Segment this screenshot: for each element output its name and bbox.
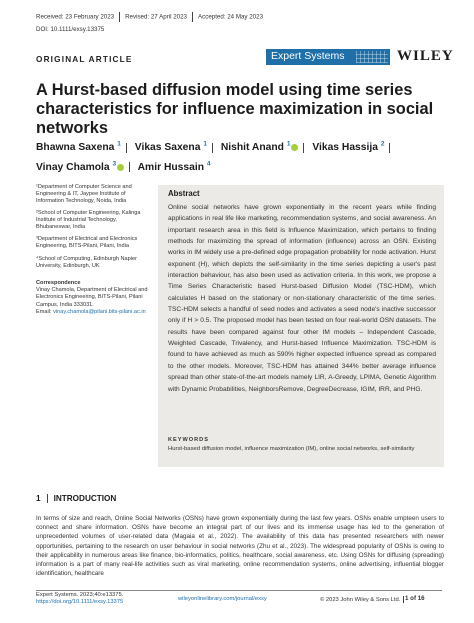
author[interactable]: Nishit Anand $^1$	[221, 142, 299, 153]
correspondence-heading: Correspondence	[36, 280, 81, 286]
doi-link[interactable]: https://doi.org/10.1111/exsy.13375	[36, 599, 124, 606]
affiliation: ³Department of Electrical and Electronics Engineering, BITS-Pilani, Pilani, India	[36, 236, 138, 250]
journal-grid-icon	[356, 51, 388, 63]
author[interactable]: Vikas Saxena $^1$	[134, 141, 207, 154]
affiliation: ⁴School of Computing, Edinburgh Napier University, Edinburgh, UK	[36, 256, 137, 270]
page-number: 1 of 16	[405, 595, 425, 602]
section-heading	[36, 494, 116, 503]
affiliation: ²School of Computer Engineering, Kalinga Institute of Industrial Technology, Bhubaneswar, India	[36, 210, 141, 231]
correspondence	[36, 280, 151, 316]
revised-date: Revised: 27 April 2023	[125, 13, 187, 21]
abstract-body: Online social networks have grown exponentially in the recent years while finding applications in real life like marketing, recommendation systems, and social awareness. An important research area in this field is Influence Maximization, which pertains to finding methods for maximizing the spread of information (influence) across an OSN. Existing works in IM widely use a pre-defined edge propagation probability for node activation. Hurst exponent (H), which depicts the self-similarity in the time series depicting a user's past interaction behaviour, has also been used as activation criteria. In this work, we propose a Time Series Characteristic based Hurst-based Diffusion Model (TSC-HDM), which calculates H based on the stationary or non-stationary characteristic of the time series. TSC-HDM selects a handful of seed nodes and activates a seed node's inactive successor only if H > 0.5. The proposed model has been tested on four real-world OSN datasets. The results have been compared against four other IM models – Independent Cascade, Weighted Cascade, Trivalency, and Hurst-based Influence Maximization. TSC-HDM is found to have achieved as much as 590% higher expected influence spread as compared to the other models. Moreover, TSC-HDM has attained 344% better average influence spread than other state-of-the-art models namely LIR, A-Greedy, LPIMA, Genetic Algorithm with Dynamic Probabilities, NeighborsRemove, DegreeDecrease, IGIM, IRR, and PHG.	[168, 204, 436, 393]
journal-citation: Expert Systems. 2023;40:e13375.	[36, 592, 124, 598]
publisher-logo[interactable]: WILEY	[397, 48, 454, 64]
section-title: INTRODUCTION	[53, 494, 117, 503]
email-label: Email:	[36, 308, 54, 315]
author[interactable]: Amir Hussain $^4$	[137, 160, 211, 173]
author[interactable]: Bhawna Saxena $^1$	[36, 141, 121, 154]
article-title: A Hurst-based diffusion model using time series characteristics for influence maximization in social networks	[36, 81, 434, 137]
footer-divider	[36, 590, 442, 591]
abstract-heading: Abstract	[168, 189, 200, 198]
journal-name: Expert Systems	[271, 50, 345, 62]
journal-badge[interactable]	[266, 49, 390, 65]
footer-citation	[36, 592, 123, 607]
email-link[interactable]: vinay.chamola@pilani.bits-pilani.ac.in	[53, 308, 146, 315]
orcid-icon[interactable]	[117, 164, 124, 171]
affiliation: ¹Department of Computer Science and Engineering & IT, Jaypee Institute of Information Technology, Noida, India	[36, 184, 132, 205]
accepted-date: Accepted: 24 May 2023	[198, 13, 264, 21]
doi[interactable]: DOI: 10.1111/exsy.13375	[36, 26, 105, 33]
author[interactable]: Vikas Hassija $^2$	[312, 141, 385, 154]
section-number: 1	[36, 494, 41, 503]
copyright: © 2023 John Wiley & Sons Ltd.	[320, 596, 407, 603]
keywords-heading: KEYWORDS	[168, 437, 209, 443]
section-type: ORIGINAL ARTICLE	[36, 55, 133, 64]
introduction-body: In terms of size and reach, Online Social Networks (OSNs) have grown exponentially during the last few years. OSNs enable umpteen users to connect and share information. OSNs have become an integral part of our lives and its immense usage has led to the generation of unprecedented volumes of user-related data (Magaia et al., 2022). The availability of this data has presented researchers with newer opportunities, pertaining to the research on user behaviour in social networks (Zhu et al., 2023). The widespread popularity of OSNs is owing to their applicability in numerous areas like finance, bio-informatics, politics, healthcare, social awareness, etc. Using OSNs for diffusing (spreading) information is a part of many real-life activities such as viral marketing, online recommendation systems, online advertising, influential blogger identification, healthcare	[36, 515, 444, 578]
keywords-body: Hurst-based diffusion model, influence maximization (IM), online social networks, self-similarity	[168, 446, 415, 452]
author-list	[36, 137, 456, 176]
article-dates	[36, 12, 263, 22]
correspondence-text: Vinay Chamola, Department of Electrical and Electronics Engineering, BITS-Pilani, Pilani Campus, India 333031.	[36, 287, 148, 308]
orcid-icon[interactable]	[291, 144, 298, 151]
journal-website-link[interactable]: wileyonlinelibrary.com/journal/exsy	[178, 596, 267, 602]
received-date: Received: 23 February 2023	[36, 13, 115, 21]
author[interactable]: Vinay Chamola $^3$	[36, 162, 124, 173]
